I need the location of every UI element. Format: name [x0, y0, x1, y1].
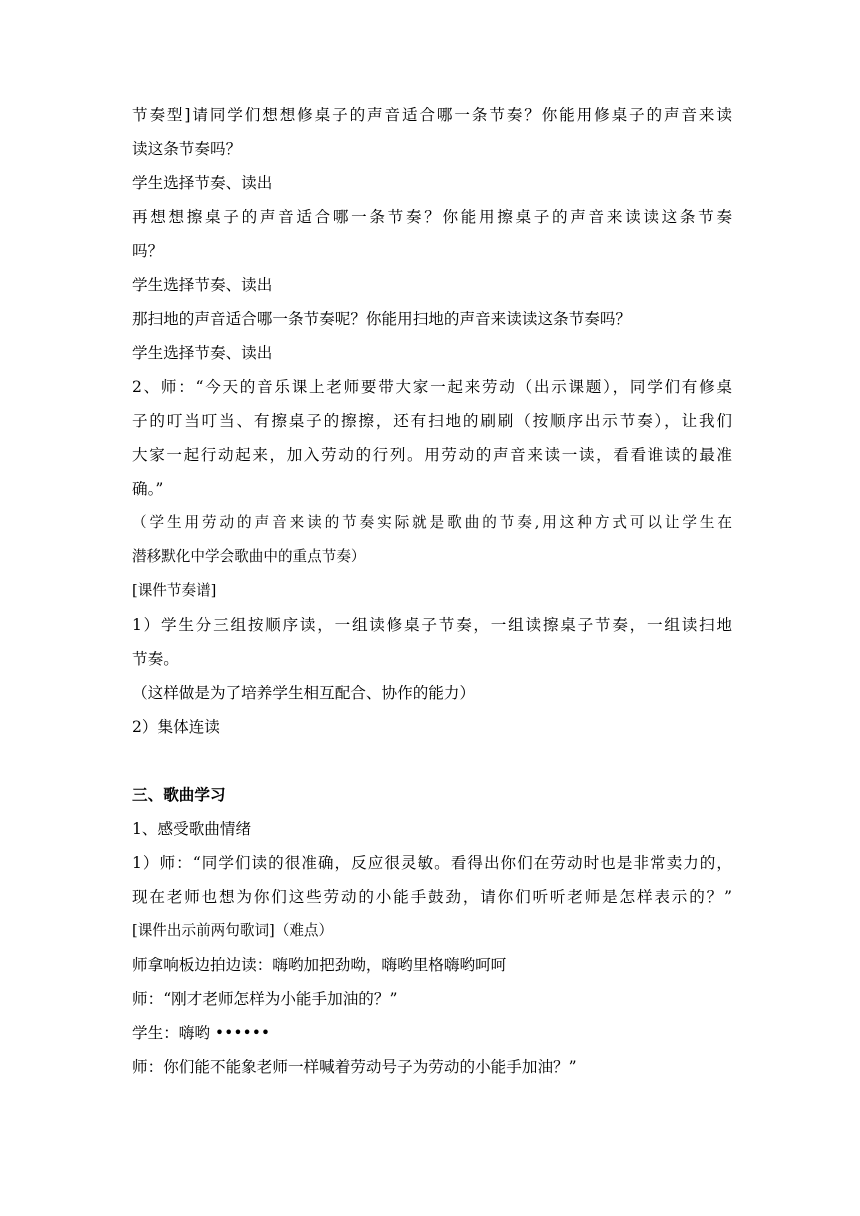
section-heading: 三、歌曲学习 [132, 785, 226, 804]
note-line: （学生用劳动的声音来读的节奏实际就是歌曲的节奏,用这种方式可以让学生在 [132, 514, 732, 531]
paragraph-line: 节奏型]请同学们想想修桌子的声音适合哪一条节奏？你能用修桌子的声音来读 [132, 106, 732, 124]
paragraph-line: 学生选择节奏、读出 [132, 276, 273, 294]
courseware-label: [课件出示前两句歌词]（难点） [132, 922, 334, 939]
courseware-label: [课件节奏谱] [132, 582, 217, 599]
note-line: 潜移默化中学会歌曲中的重点节奏） [132, 548, 366, 565]
paragraph-line: 节奏。 [132, 650, 179, 668]
paragraph-line: 确。” [132, 480, 164, 498]
paragraph-line: 现在老师也想为你们这些劳动的小能手鼓劲，请你们听听老师是怎样表示的？” [132, 888, 732, 906]
paragraph-line: 师：“刚才老师怎样为小能手加油的？” [132, 990, 398, 1008]
paragraph-line: 2、师：“今天的音乐课上老师要带大家一起来劳动（出示课题），同学们有修桌 [132, 378, 732, 396]
paragraph-line: 再想想擦桌子的声音适合哪一条节奏？你能用擦桌子的声音来读读这条节奏 [132, 208, 732, 226]
paragraph-line: 那扫地的声音适合哪一条节奏呢？你能用扫地的声音来读读这条节奏吗？ [132, 310, 632, 328]
paragraph-line: 1）学生分三组按顺序读，一组读修桌子节奏，一组读擦桌子节奏，一组读扫地 [132, 616, 732, 634]
paragraph-line: 2）集体连读 [132, 718, 220, 736]
note-line: （这样做是为了培养学生相互配合、协作的能力） [132, 684, 476, 702]
paragraph-line: 大家一起行动起来，加入劳动的行列。用劳动的声音来读一读，看看谁读的最准 [132, 446, 732, 464]
paragraph-line: 师：你们能不能象老师一样喊着劳动号子为劳动的小能手加油？” [132, 1058, 577, 1076]
paragraph-line: 学生：嗨哟 •••••• [132, 1024, 271, 1042]
blank-line [132, 744, 732, 778]
paragraph-line: 师拿响板边拍边读：嗨哟加把劲呦，嗨哟里格嗨哟呵呵 [132, 956, 507, 974]
paragraph-line: 学生选择节奏、读出 [132, 174, 273, 192]
paragraph-line: 1）师：“同学们读的很准确，反应很灵敏。看得出你们在劳动时也是非常卖力的， [132, 854, 732, 872]
paragraph-line: 学生选择节奏、读出 [132, 344, 273, 362]
paragraph-line: 1、感受歌曲情绪 [132, 820, 252, 838]
document-body [132, 98, 732, 1084]
paragraph-line: 吗？ [132, 242, 164, 260]
paragraph-line: 读这条节奏吗？ [132, 140, 242, 158]
paragraph-line: 子的叮当叮当、有擦桌子的擦擦，还有扫地的刷刷（按顺序出示节奏），让我们 [132, 412, 732, 430]
